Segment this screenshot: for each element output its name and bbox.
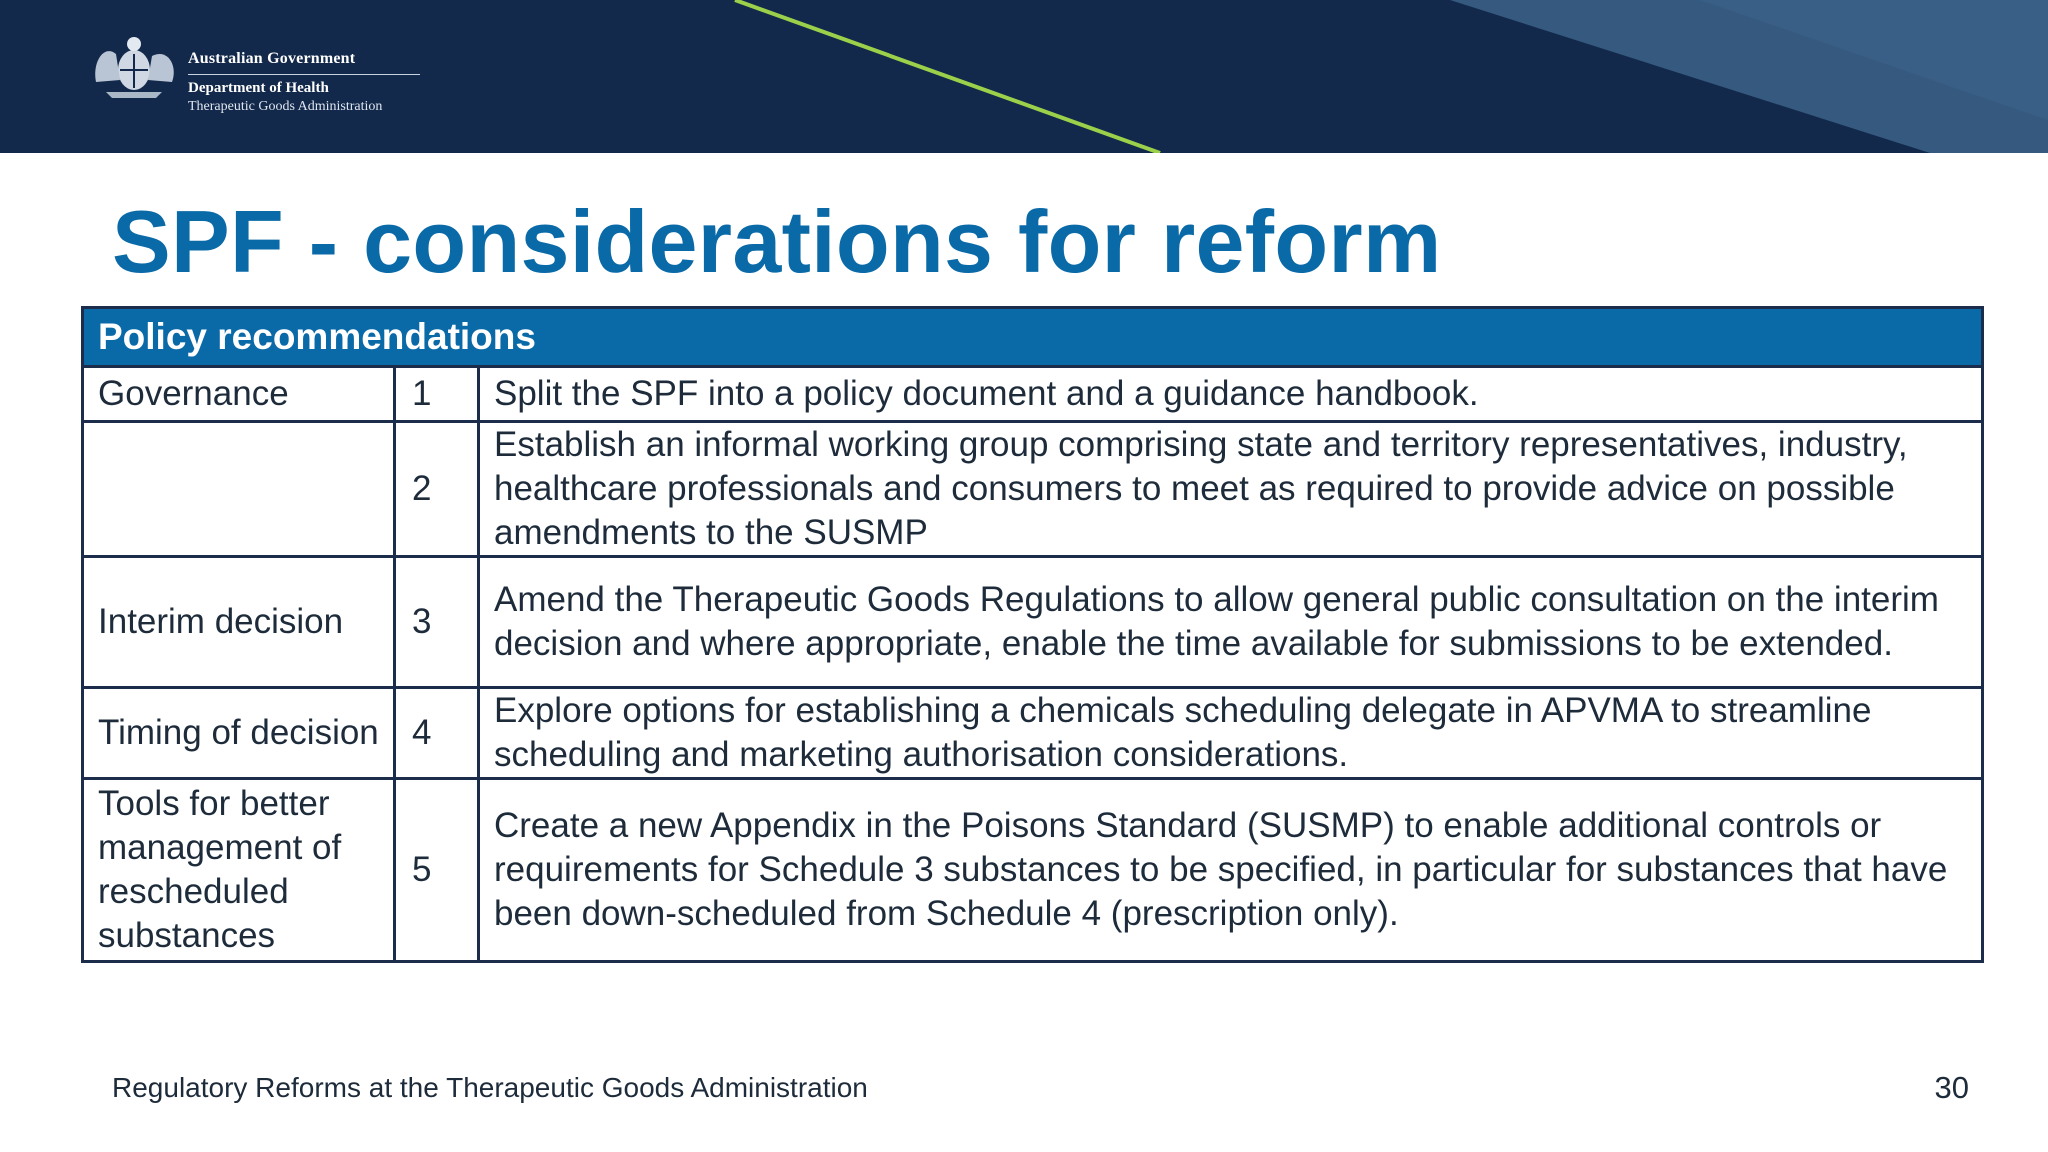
wordmark-divider bbox=[188, 74, 420, 75]
agency-name: Therapeutic Goods Administration bbox=[188, 99, 383, 114]
department-name: Department of Health bbox=[188, 80, 329, 96]
footer-text: Regulatory Reforms at the Therapeutic Goods Administration bbox=[112, 1072, 868, 1103]
coat-of-arms-logo bbox=[86, 32, 182, 102]
category-cell: Interim decision bbox=[83, 557, 395, 688]
table-row bbox=[83, 557, 1983, 688]
number-cell: 5 bbox=[395, 779, 479, 962]
recommendation-cell: Amend the Therapeutic Goods Regulations to allow general public consultation on the interim decision and where appropriate, enable the time available for submissions to be extended. bbox=[479, 557, 1983, 688]
number-cell: 2 bbox=[395, 422, 479, 557]
recommendation-cell: Establish an informal working group comprising state and territory representatives, industry, healthcare professionals and consumers to meet as required to provide advice on possible amendments to the SUSMP bbox=[479, 422, 1983, 557]
category-cell: Timing of decision bbox=[83, 688, 395, 779]
table-row bbox=[83, 367, 1983, 422]
table-header: Policy recommendations bbox=[83, 308, 1983, 367]
category-cell: Tools for better management of rescheduled substances bbox=[83, 779, 395, 962]
category-cell: Governance bbox=[83, 367, 395, 422]
category-cell bbox=[83, 422, 395, 557]
table-row bbox=[83, 688, 1983, 779]
table-row bbox=[83, 779, 1983, 962]
slide-title: SPF - considerations for reform bbox=[112, 192, 1442, 291]
number-cell: 3 bbox=[395, 557, 479, 688]
gov-name: Australian Government bbox=[188, 50, 356, 67]
recommendation-cell: Split the SPF into a policy document and a guidance handbook. bbox=[479, 367, 1983, 422]
page-number: 30 bbox=[1934, 1070, 1969, 1105]
recommendation-cell: Explore options for establishing a chemicals scheduling delegate in APVMA to streamline scheduling and marketing authorisation considerations. bbox=[479, 688, 1983, 779]
number-cell: 4 bbox=[395, 688, 479, 779]
table-row bbox=[83, 422, 1983, 557]
recommendation-cell: Create a new Appendix in the Poisons Standard (SUSMP) to enable additional controls or requirements for Schedule 3 substances to be specified, in particular for substances that have been down-scheduled from Schedule 4 (prescription only). bbox=[479, 779, 1983, 962]
government-wordmark bbox=[188, 50, 420, 115]
number-cell: 1 bbox=[395, 367, 479, 422]
policy-recommendations-table bbox=[81, 306, 1984, 963]
header-banner bbox=[0, 0, 2048, 153]
